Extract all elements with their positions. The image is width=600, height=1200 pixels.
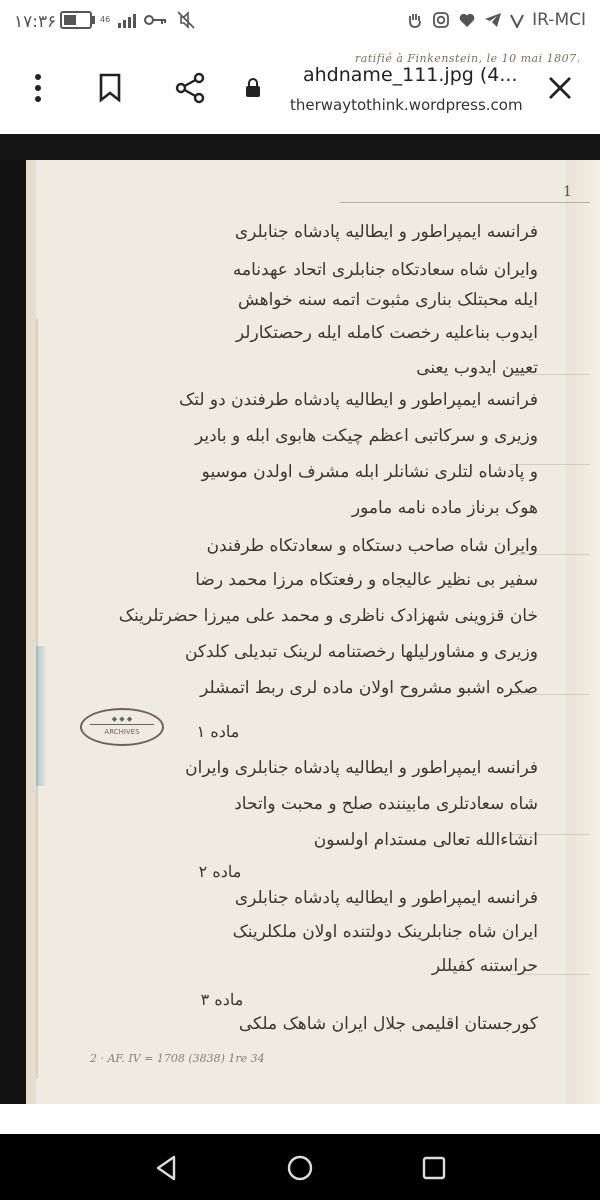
key-icon xyxy=(144,13,168,27)
close-icon xyxy=(547,75,573,101)
ratification-note: ratifié à Finkenstein, le 10 mai 1807. xyxy=(355,52,581,65)
text-line: فرانسه ایمپراطور و ایطالیه پادشاه جنابلری xyxy=(234,888,538,908)
status-time: ۱۷:۳۶ xyxy=(14,12,57,32)
status-right-icons xyxy=(406,10,586,30)
text-line: خان قزوینی شهزادک ناظری و محمد علی میرزا حضرتلرینک xyxy=(118,606,538,626)
telegram-icon xyxy=(484,11,502,29)
text-line: انشاءالله تعالی مستدام اولسون xyxy=(313,830,538,850)
share-icon xyxy=(174,72,206,104)
text-line: وایران شاه سعادتکاه جنابلری اتحاد عهدنامه xyxy=(232,260,538,280)
text-line: فرانسه ایمپراطور و ایطالیه پادشاه طرفندن دو لتک xyxy=(178,390,538,410)
article-heading: ماده ۲ xyxy=(198,862,242,881)
text-line: وزیری و مشاورلیلها رخصتنامه لرینک تبدیلی کلدکن xyxy=(184,642,538,662)
article-heading: ماده ۳ xyxy=(200,990,244,1009)
share-button[interactable] xyxy=(166,64,214,112)
text-line: و پادشاه لتلری نشانلر ابله مشرف اولدن موسیو xyxy=(201,462,538,482)
back-icon xyxy=(154,1155,178,1181)
text-line: ایدوب بناعلیه رخصت کامله ایله رحصتکارلر xyxy=(235,323,538,343)
text-line: ایله محبتلک بناری مثبوت اتمه سنه خواهش xyxy=(237,290,538,310)
text-line: هوک برناز ماده نامه مامور xyxy=(351,498,538,518)
status-bar xyxy=(0,0,600,44)
network-type: 46 xyxy=(100,15,111,24)
text-line: وزیری و سرکاتبی اعظم چیکت هابوی ابله و بادیر xyxy=(194,426,538,446)
close-button[interactable] xyxy=(536,64,584,112)
archive-stamp: ◆ ◆ ◆ ARCHIVES xyxy=(80,708,164,746)
wifi-signal-icon xyxy=(510,12,524,28)
more-vert-icon xyxy=(33,73,43,103)
instagram-icon xyxy=(432,11,450,29)
page-title[interactable]: ahdname_111.jpg (4... xyxy=(303,64,518,86)
battery-icon xyxy=(60,11,92,29)
text-line: فرانسه ایمپراطور و ایطالیه پادشاه جنابلری وایران xyxy=(185,758,538,778)
hand-icon xyxy=(406,11,424,29)
home-button[interactable] xyxy=(280,1148,320,1188)
signal-icon xyxy=(118,12,136,28)
article-heading: ماده ۱ xyxy=(196,722,240,741)
text-line: تعیین ایدوب یعنی xyxy=(416,358,538,378)
more-options-button[interactable] xyxy=(14,64,62,112)
text-line: ایران شاه جنابلرینک دولتنده اولان ملکلرینک xyxy=(232,922,538,942)
bookmark-button[interactable] xyxy=(86,64,134,112)
heart-icon xyxy=(458,11,476,29)
status-left-icons xyxy=(60,10,196,30)
text-line: صکره اشبو مشروح اولان ماده لری ربط اتمشلر xyxy=(200,678,538,698)
mute-icon xyxy=(176,10,196,30)
recents-icon xyxy=(422,1156,446,1180)
text-line: فرانسه ایمپراطور و ایطالیه پادشاه جنابلری xyxy=(234,222,538,242)
text-line: شاه سعادتلری مابیننده صلح و محبت واتحاد xyxy=(234,794,538,814)
page-number: 1 xyxy=(563,184,572,200)
back-button[interactable] xyxy=(146,1148,186,1188)
lock-icon xyxy=(244,78,262,98)
home-icon xyxy=(286,1154,314,1182)
archive-reference: 2 · AF. IV = 1708 (3838) 1re 34 xyxy=(90,1052,265,1065)
page-url[interactable]: therwaytothink.wordpress.com xyxy=(290,96,523,114)
system-nav-bar xyxy=(0,1134,600,1200)
bookmark-icon xyxy=(98,73,122,103)
recents-button[interactable] xyxy=(414,1148,454,1188)
text-line: سفیر بی نظیر عالیجاه و رفعتکاه مرزا محمد رضا xyxy=(195,570,538,590)
text-line: حراستنه کفیللر xyxy=(431,956,538,976)
text-line: کورجستان اقلیمی جلال ایران شاهک ملکی xyxy=(238,1014,538,1034)
carrier-name: IR-MCI xyxy=(532,10,586,30)
text-line: وایران شاه صاحب دستکاه و سعادتکاه طرفندن xyxy=(206,536,538,556)
